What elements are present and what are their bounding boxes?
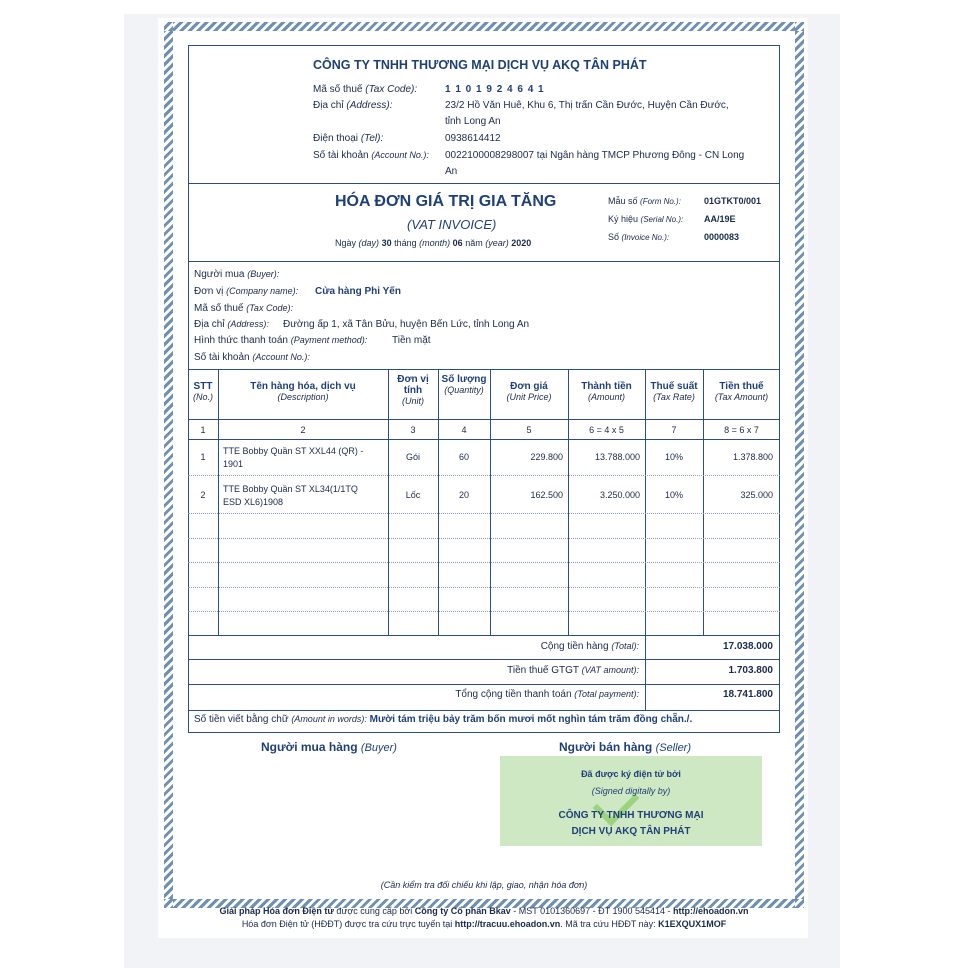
row-separator	[188, 513, 780, 514]
index-cell: 8 = 6 x 7	[724, 425, 759, 435]
vat-label: Tiền thuế GTGT (VAT amount):	[507, 665, 639, 676]
header-quantity: Số lượng (Quantity)	[441, 374, 487, 395]
row-amount: 13.788.000	[594, 452, 640, 462]
divider	[188, 659, 780, 660]
seller-address-label: Địa chỉ (Address):	[313, 100, 393, 111]
col-sep	[438, 369, 439, 635]
row-unit: Lốc	[405, 490, 421, 500]
col-sep	[490, 369, 491, 635]
index-cell: 6 = 4 x 5	[589, 425, 624, 435]
header-tax-amount: Tiền thuế (Tax Amount)	[714, 381, 769, 402]
serial-no-label: Ký hiệu (Serial No.):	[608, 214, 684, 224]
row-separator	[188, 587, 780, 588]
seller-address-line1: 23/2 Hồ Văn Huê, Khu 6, Thị trấn Cần Đước, Huyện Cần Đước,	[445, 100, 729, 111]
seller-tax-code: 1 1 0 1 9 2 4 6 4 1	[445, 84, 545, 95]
seller-account-label: Số tài khoản (Account No.):	[313, 150, 429, 161]
row-unit: Gói	[405, 452, 420, 462]
signed-by-label-en: (Signed digitally by)	[591, 786, 671, 796]
payment-method-label: Hình thức thanh toán (Payment method):	[194, 335, 368, 346]
index-cell: 3	[410, 425, 416, 435]
row-qty: 20	[458, 490, 469, 500]
row-qty: 60	[458, 452, 469, 462]
index-cell: 5	[526, 425, 532, 435]
buyer-address: Đường ấp 1, xã Tân Bửu, huyện Bến Lức, tỉnh Long An	[283, 319, 530, 330]
row-separator	[188, 475, 780, 476]
subtotal-value: 17.038.000	[722, 641, 773, 652]
seller-account-line1: 0022100008298007 tại Ngân hàng TMCP Phương Đông - CN Long	[445, 150, 745, 161]
total-label: Tổng cộng tiền thanh toán (Total payment):	[455, 689, 639, 700]
row-separator	[188, 562, 780, 563]
seller-phone: 0938614412	[445, 133, 501, 144]
header-description: Tên hàng hóa, dịch vụ (Description)	[250, 381, 356, 402]
row-desc-line2: 1901	[223, 459, 244, 469]
amount-in-words: Số tiền viết bằng chữ (Amount in words): Mười tám triệu bảy trăm bốn mươi mốt nghìn tám trăm đồng chẵn./.	[194, 714, 693, 725]
row-no: 1	[200, 452, 206, 462]
vat-value: 1.703.800	[728, 665, 773, 676]
form-no-label: Mẫu số (Form No.):	[608, 196, 681, 206]
divider	[188, 261, 780, 262]
seller-address-line2: tỉnh Long An	[445, 116, 501, 127]
col-sep	[568, 369, 569, 635]
footer-line1: Giải pháp Hóa đơn Điện tử được cung cấp bởi Công ty Cổ phần Bkav - MST 0101360697 - ĐT 1900 545414 - http://ehoadon.vn	[219, 906, 749, 916]
seller-signature-label: Người bán hàng (Seller)	[559, 740, 692, 754]
row-desc-line1: TTE Bobby Quần ST XL34(1/1TQ	[223, 484, 358, 494]
seller-account-line2: An	[445, 166, 458, 177]
index-cell: 7	[671, 425, 677, 435]
buyer-label: Người mua (Buyer):	[194, 269, 280, 280]
col-sep	[703, 369, 704, 635]
row-price: 229.800	[530, 452, 563, 462]
serial-no: AA/19E	[704, 214, 736, 224]
col-sep	[218, 369, 219, 635]
row-separator	[188, 538, 780, 539]
footer-line2: Hóa đơn Điện tử (HĐĐT) được tra cứu trực tuyến tại http://tracuu.ehoadon.vn. Mã tra cứu HĐĐT này: K1EXQUX1MOF	[241, 919, 727, 929]
row-no: 2	[200, 490, 206, 500]
invoice-no: 0000083	[704, 232, 740, 242]
seller-tax-label: Mã số thuế (Tax Code):	[313, 84, 418, 95]
buyer-address-label: Địa chỉ (Address):	[194, 319, 269, 330]
signed-by-label: Đã được ký điện tử bởi	[581, 769, 681, 779]
header-unit-price: Đơn giá (Unit Price)	[506, 381, 552, 402]
row-rate: 10%	[664, 452, 683, 462]
total-value: 18.741.800	[722, 689, 773, 700]
divider	[188, 710, 780, 711]
row-price: 162.500	[530, 490, 563, 500]
row-desc-line1: TTE Bobby Quần ST XXL44 (QR) -	[223, 446, 364, 456]
table-top	[188, 369, 780, 370]
row-tax: 325.000	[740, 490, 773, 500]
row-amount: 3.250.000	[599, 490, 640, 500]
invoice-title: HÓA ĐƠN GIÁ TRỊ GIA TĂNG	[335, 193, 557, 210]
header-stt: STT (No.)	[193, 381, 213, 402]
table-bottom	[188, 635, 780, 636]
invoice-subtitle: (VAT INVOICE)	[407, 217, 497, 232]
footer-note: (Cần kiểm tra đối chiếu khi lập, giao, nhận hóa đơn)	[380, 880, 588, 890]
row-rate: 10%	[664, 490, 683, 500]
invoice-date: Ngày (day) 30 tháng (month) 06 năm (year) 2020	[335, 238, 532, 248]
form-no: 01GTKT0/001	[704, 196, 762, 206]
index-cell: 4	[461, 425, 467, 435]
col-sep	[388, 369, 389, 635]
header-tax-rate: Thuế suất (Tax Rate)	[650, 381, 698, 402]
header-unit: Đơn vị tính (Unit)	[397, 374, 429, 406]
seller-name: CÔNG TY TNHH THƯƠNG MẠI DỊCH VỤ AKQ TÂN PHÁT	[313, 58, 647, 72]
buyer-signature-label: Người mua hàng (Buyer)	[261, 740, 397, 754]
index-cell: 1	[200, 425, 206, 435]
signer-name-line1: CÔNG TY TNHH THƯƠNG MẠI	[558, 810, 704, 821]
subtotal-label: Cộng tiền hàng (Total):	[540, 641, 639, 652]
table-index-bottom	[188, 439, 780, 440]
buyer-account-label: Số tài khoản (Account No.):	[194, 352, 310, 363]
row-desc-line2: ESD XL6)1908	[223, 497, 284, 507]
index-cell: 2	[300, 425, 306, 435]
header-amount: Thành tiền (Amount)	[581, 381, 632, 402]
row-tax: 1.378.800	[732, 452, 773, 462]
divider	[188, 183, 780, 184]
row-separator	[188, 611, 780, 612]
buyer-tax-label: Mã số thuế (Tax Code):	[194, 303, 293, 314]
signer-name-line2: DỊCH VỤ AKQ TÂN PHÁT	[571, 826, 691, 837]
buyer-company: Cửa hàng Phi Yến	[315, 286, 401, 297]
seller-phone-label: Điện thoại (Tel):	[313, 133, 384, 144]
buyer-company-label: Đơn vị (Company name):	[194, 286, 299, 297]
payment-method: Tiền mặt	[392, 335, 431, 346]
divider	[188, 684, 780, 685]
invoice-no-label: Số (Invoice No.):	[608, 232, 670, 242]
table-header-bottom	[188, 419, 780, 420]
